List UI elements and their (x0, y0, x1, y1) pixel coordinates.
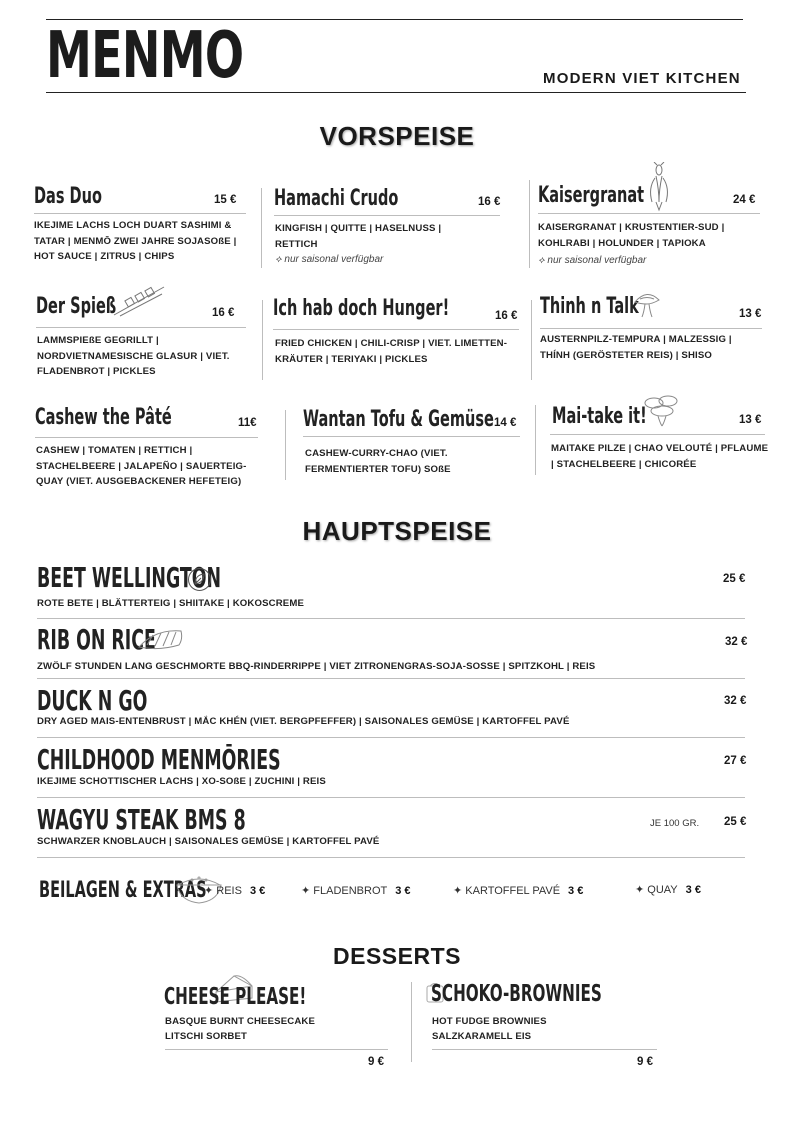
divider (432, 1049, 657, 1050)
dish-name: Das Duo (34, 184, 102, 209)
dessert-name: CHEESE PLEASE! (164, 984, 307, 1010)
dish-description: KINGFISH | QUITTE | HASELNUSS | RETTICH (275, 223, 442, 250)
dish-name: Der Spieß (36, 294, 117, 319)
main-dish-name: RIB ON RICE (37, 623, 156, 656)
divider (37, 737, 745, 738)
column-divider (285, 410, 286, 480)
dish-description: LAMMSPIEßE GEGRILLT | NORDVIETNAMESISCHE GLASUR | VIET. FLADENBROT | PICKLES (37, 335, 230, 377)
dessert-price: 9 € (637, 1056, 653, 1068)
header-bottom-rule (46, 92, 746, 93)
extra-item: ✦ QUAY 3 € (635, 884, 701, 896)
sparkle-icon: ✦ (453, 885, 466, 897)
dish-price: 15 € (214, 194, 237, 206)
main-dish-name: CHILDHOOD MENMŌRIES (37, 743, 281, 776)
main-dish-price: 25 € (723, 573, 746, 585)
dish-name: Thinh n Talk (540, 294, 639, 319)
dessert-description: HOT FUDGE BROWNIES (432, 1016, 547, 1027)
main-dish-name: BEET WELLINGTON (37, 561, 222, 594)
main-dish-description: IKEJIME SCHOTTISCHER LACHS | XO-SOßE | ZUCHINI | REIS (37, 776, 326, 787)
divider (36, 327, 246, 328)
section-title-mains: HAUPTSPEISE (302, 516, 492, 546)
main-dish-description: ZWÖLF STUNDEN LANG GESCHMORTE BBQ-RINDERRIPPE | VIET ZITRONENGRAS-SOJA-SOSSE | SPITZKOHL | REIS (37, 661, 596, 672)
seasonal-note: ⟡ nur saisonal verfügbar (538, 255, 647, 266)
brand-logo: MENMO (46, 19, 244, 93)
dessert-description: BASQUE BURNT CHEESECAKE (165, 1016, 316, 1027)
extra-item: ✦ FLADENBROT 3 € (301, 885, 411, 897)
dish-description: CASHEW | TOMATEN | RETTICH | STACHELBEERE | JALAPEÑO | SAUERTEIG-QUAY (VIET. AUSGEBACKENER HEFETEIG) (36, 445, 247, 487)
dish-description: CASHEW-CURRY-CHAO (VIET. FERMENTIERTER TOFU) SOßE (305, 448, 451, 475)
dish-price: 16 € (495, 310, 518, 322)
dish-description: IKEJIME LACHS LOCH DUART SASHIMI & TATAR | MENMŌ ZWEI JAHRE SOJASOßE | HOT SAUCE | ZITRUS | CHIPS (34, 220, 237, 262)
main-dish-price: 25 € (724, 816, 747, 828)
dish-name: Kaisergranat (538, 183, 645, 208)
divider (34, 213, 246, 214)
dish-name: Hamachi Crudo (274, 186, 399, 211)
dessert-description: LITSCHI SORBET (165, 1031, 248, 1042)
dessert-description: SALZKARAMELL EIS (432, 1031, 532, 1042)
main-dish-description: SCHWARZER KNOBLAUCH | SAISONALES GEMÜSE | KARTOFFEL PAVÉ (37, 836, 380, 847)
main-dish-price: 32 € (724, 695, 747, 707)
column-divider (535, 405, 536, 475)
section-title-desserts: DESSERTS (333, 943, 461, 969)
column-divider (262, 300, 263, 380)
main-dish-price: 27 € (724, 755, 747, 767)
dish-price: 14 € (494, 417, 517, 429)
main-dish-description: ROTE BETE | BLÄTTERTEIG | SHIITAKE | KOKOSCREME (37, 598, 305, 609)
maitake-mushroom-icon (642, 393, 682, 427)
divider (540, 328, 762, 329)
dish-price: 13 € (739, 308, 762, 320)
vegan-leaf-icon (187, 567, 212, 592)
dish-name: Cashew the Pâté (35, 405, 172, 430)
extra-item: ✦ REIS 3 € (204, 885, 266, 897)
column-divider (261, 188, 262, 268)
oyster-mushroom-icon (632, 290, 662, 318)
divider (538, 213, 760, 214)
dish-price: 11€ (238, 417, 257, 429)
divider (273, 329, 519, 330)
langoustine-icon (646, 162, 672, 212)
dish-description: KAISERGRANAT | KRUSTENTIER-SUD | KOHLRABI | HOLUNDER | TAPIOKA (538, 222, 725, 249)
sparkle-icon: ✦ (635, 884, 648, 896)
divider (35, 437, 258, 438)
dish-price: 24 € (733, 194, 756, 206)
dish-name: Mai-take it! (552, 404, 647, 429)
skewer-icon (112, 285, 166, 317)
main-dish-name: DUCK N GO (37, 684, 148, 717)
extra-item: ✦ KARTOFFEL PAVÉ 3 € (453, 885, 584, 897)
extras-title: BEILAGEN & EXTRAS (39, 878, 207, 903)
dish-price: 13 € (739, 414, 762, 426)
dish-description: MAITAKE PILZE | CHAO VELOUTÉ | PFLAUME | STACHELBEERE | CHICORÉE (551, 443, 769, 470)
divider (37, 857, 745, 858)
main-dish-description: DRY AGED MAIS-ENTENBRUST | MẮC KHÉN (VIET. BERGPFEFFER) | SAISONALES GEMÜSE | KARTOFFEL PAVÉ (37, 716, 570, 727)
main-dish-price: 32 € (725, 636, 748, 648)
price-unit: JE 100 GR. (650, 818, 700, 829)
dessert-name: SCHOKO-BROWNIES (431, 981, 602, 1007)
dessert-price: 9 € (368, 1056, 384, 1068)
tagline: MODERN VIET KITCHEN (543, 70, 741, 87)
section-title-starters: VORSPEISE (319, 121, 475, 151)
divider (550, 434, 765, 435)
dish-name: Ich hab doch Hunger! (273, 296, 450, 321)
divider (37, 678, 745, 679)
sparkle-icon: ✦ (301, 885, 314, 897)
dish-price: 16 € (212, 307, 235, 319)
dish-description: FRIED CHICKEN | CHILI-CRISP | VIET. LIMETTEN-KRÄUTER | TERIYAKI | PICKLES (275, 338, 508, 365)
dish-description: AUSTERNPILZ-TEMPURA | MALZESSIG | THÍNH (GERÖSTETER REIS) | SHISO (540, 334, 732, 361)
sparkle-icon: ✦ (204, 885, 217, 897)
dish-price: 16 € (478, 196, 501, 208)
divider (37, 797, 745, 798)
column-divider (411, 982, 412, 1062)
divider (165, 1049, 388, 1050)
column-divider (531, 300, 532, 380)
ribs-icon (135, 625, 187, 655)
dish-name: Wantan Tofu & Gemüse (303, 407, 494, 432)
divider (37, 618, 745, 619)
main-dish-name: WAGYU STEAK BMS 8 (37, 803, 246, 836)
divider (303, 436, 520, 437)
seasonal-note: ⟡ nur saisonal verfügbar (275, 254, 384, 265)
divider (274, 215, 500, 216)
column-divider (529, 180, 530, 268)
